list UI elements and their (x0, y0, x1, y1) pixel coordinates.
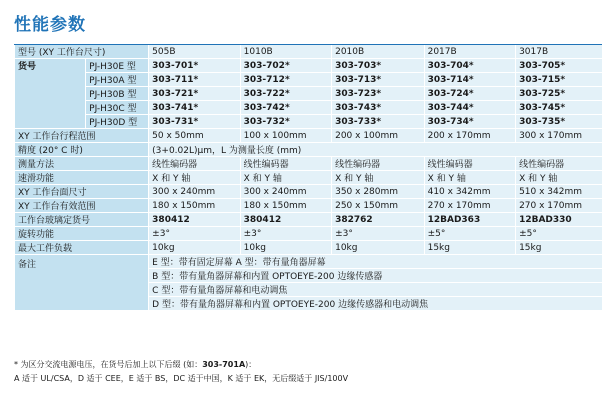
spec-cell: X 和 Y 轴 (424, 171, 515, 185)
spec-cell: 250 x 150mm (332, 199, 424, 213)
spec-cell: (3+0.02L)μm，L 为测量长度 (mm) (149, 143, 602, 157)
part-no-cell: 303-731* (149, 115, 240, 129)
spec-row (15, 213, 603, 227)
spec-row (15, 241, 603, 255)
spec-cell: 线性编码器 (424, 157, 515, 171)
footnote-text: * 为区分交流电源电压，在货号后加上以下后缀 (如： (14, 360, 203, 369)
spec-cell: 200 x 100mm (332, 129, 424, 143)
part-no-cell: 303-733* (332, 115, 424, 129)
model-variant: PJ-H30B 型 (86, 87, 149, 101)
part-no-cell: 303-704* (424, 59, 515, 73)
spec-cell: 300 x 170mm (516, 129, 602, 143)
model-name: 2017B (424, 45, 515, 59)
spec-row (15, 185, 603, 199)
part-no-cell: 303-742* (240, 101, 331, 115)
row-label: XY 工作台有效范围 (15, 199, 149, 213)
spec-cell: 线性编码器 (332, 157, 424, 171)
model-variant: PJ-H30E 型 (86, 59, 149, 73)
spec-cell: 380412 (240, 213, 331, 227)
part-no-cell: 303-725* (516, 87, 602, 101)
spec-row (15, 129, 603, 143)
part-no-cell: 303-705* (516, 59, 602, 73)
model-variant: PJ-H30C 型 (86, 101, 149, 115)
footnote (14, 358, 348, 386)
part-no-cell: 303-714* (424, 73, 515, 87)
spec-cell: 380412 (149, 213, 240, 227)
spec-cell: ±3° (240, 227, 331, 241)
part-no-cell: 303-745* (516, 101, 602, 115)
footnote-example: 303-701A (202, 360, 246, 369)
spec-cell: 15kg (516, 241, 602, 255)
model-variant: PJ-H30A 型 (86, 73, 149, 87)
part-no-cell: 303-743* (332, 101, 424, 115)
part-no-cell: 303-744* (424, 101, 515, 115)
row-label: 工作台玻璃定货号 (15, 213, 149, 227)
spec-cell: 410 x 342mm (424, 185, 515, 199)
row-label: 测量方法 (15, 157, 149, 171)
footnote-line (14, 358, 348, 372)
spec-cell: 50 x 50mm (149, 129, 240, 143)
spec-cell: 10kg (332, 241, 424, 255)
spec-cell: X 和 Y 轴 (332, 171, 424, 185)
spec-cell: 350 x 280mm (332, 185, 424, 199)
row-label: XY 工作台行程范围 (15, 129, 149, 143)
spec-cell: 300 x 240mm (149, 185, 240, 199)
spec-cell: 10kg (149, 241, 240, 255)
part-no-cell: 303-711* (149, 73, 240, 87)
part-no-cell: 303-723* (332, 87, 424, 101)
row-label: XY 工作台面尺寸 (15, 185, 149, 199)
footnote-line: A 适于 UL/CSA，D 适于 CEE，E 适于 BS，DC 适于中国，K 适于 EK，无后缀适于 JIS/100V (14, 374, 349, 383)
row-label: 精度 (20° C 时) (15, 143, 149, 157)
spec-row (15, 143, 603, 157)
spec-cell: 382762 (332, 213, 424, 227)
remark-line: D 型：带有量角器屏幕和内置 OPTOEYE-200 边缘传感器和电动调焦 (149, 297, 602, 311)
part-no-cell: 303-713* (332, 73, 424, 87)
model-name: 3017B (516, 45, 602, 59)
spec-cell: 180 x 150mm (149, 199, 240, 213)
remark-line: B 型：带有量角器屏幕和内置 OPTOEYE-200 边缘传感器 (149, 269, 602, 283)
spec-row (15, 171, 603, 185)
spec-cell: 线性编码器 (240, 157, 331, 171)
model-name: 1010B (240, 45, 331, 59)
spec-cell: 180 x 150mm (240, 199, 331, 213)
spec-cell: X 和 Y 轴 (149, 171, 240, 185)
row-label: 备注 (15, 255, 149, 311)
part-no-row (15, 115, 603, 129)
part-no-cell: 303-715* (516, 73, 602, 87)
model-header-row (15, 45, 603, 59)
spec-cell: 270 x 170mm (424, 199, 515, 213)
model-name: 505B (149, 45, 240, 59)
row-label: 型号 (XY 工作台尺寸) (15, 45, 149, 59)
spec-cell: ±3° (149, 227, 240, 241)
spec-row (15, 227, 603, 241)
spec-cell: ±3° (332, 227, 424, 241)
spec-cell: ±5° (424, 227, 515, 241)
part-no-cell: 303-735* (516, 115, 602, 129)
row-label: 速滑功能 (15, 171, 149, 185)
model-variant: PJ-H30D 型 (86, 115, 149, 129)
spec-cell: 15kg (424, 241, 515, 255)
remark-line: C 型：带有量角器屏幕和电动调焦 (149, 283, 602, 297)
spec-row (15, 157, 603, 171)
spec-cell: 线性编码器 (516, 157, 602, 171)
row-label: 货号 (15, 59, 86, 129)
part-no-cell: 303-701* (149, 59, 240, 73)
part-no-row (15, 59, 603, 73)
row-label: 旋转功能 (15, 227, 149, 241)
part-no-cell: 303-703* (332, 59, 424, 73)
part-no-cell: 303-741* (149, 101, 240, 115)
part-no-cell: 303-732* (240, 115, 331, 129)
spec-cell: ±5° (516, 227, 602, 241)
footnote-text: )： (245, 360, 257, 369)
spec-cell: 线性编码器 (149, 157, 240, 171)
remark-line: E 型：带有固定屏幕 A 型：带有量角器屏幕 (149, 255, 602, 269)
part-no-row (15, 87, 603, 101)
model-name: 2010B (332, 45, 424, 59)
spec-cell: 200 x 170mm (424, 129, 515, 143)
spec-cell: X 和 Y 轴 (240, 171, 331, 185)
part-no-cell: 303-722* (240, 87, 331, 101)
part-no-cell: 303-702* (240, 59, 331, 73)
spec-cell: 270 x 170mm (516, 199, 602, 213)
part-no-row (15, 101, 603, 115)
part-no-cell: 303-721* (149, 87, 240, 101)
part-no-cell: 303-712* (240, 73, 331, 87)
spec-row (15, 199, 603, 213)
spec-cell: 300 x 240mm (240, 185, 331, 199)
page-title: 性能参数 (14, 15, 86, 35)
remark-row (15, 255, 603, 269)
spec-cell: 100 x 100mm (240, 129, 331, 143)
spec-cell: 510 x 342mm (516, 185, 602, 199)
spec-cell: 10kg (240, 241, 331, 255)
row-label: 最大工件负载 (15, 241, 149, 255)
spec-cell: 12BAD330 (516, 213, 602, 227)
part-no-cell: 303-724* (424, 87, 515, 101)
spec-cell: 12BAD363 (424, 213, 515, 227)
part-no-cell: 303-734* (424, 115, 515, 129)
spec-table (14, 44, 602, 311)
part-no-row (15, 73, 603, 87)
spec-cell: X 和 Y 轴 (516, 171, 602, 185)
